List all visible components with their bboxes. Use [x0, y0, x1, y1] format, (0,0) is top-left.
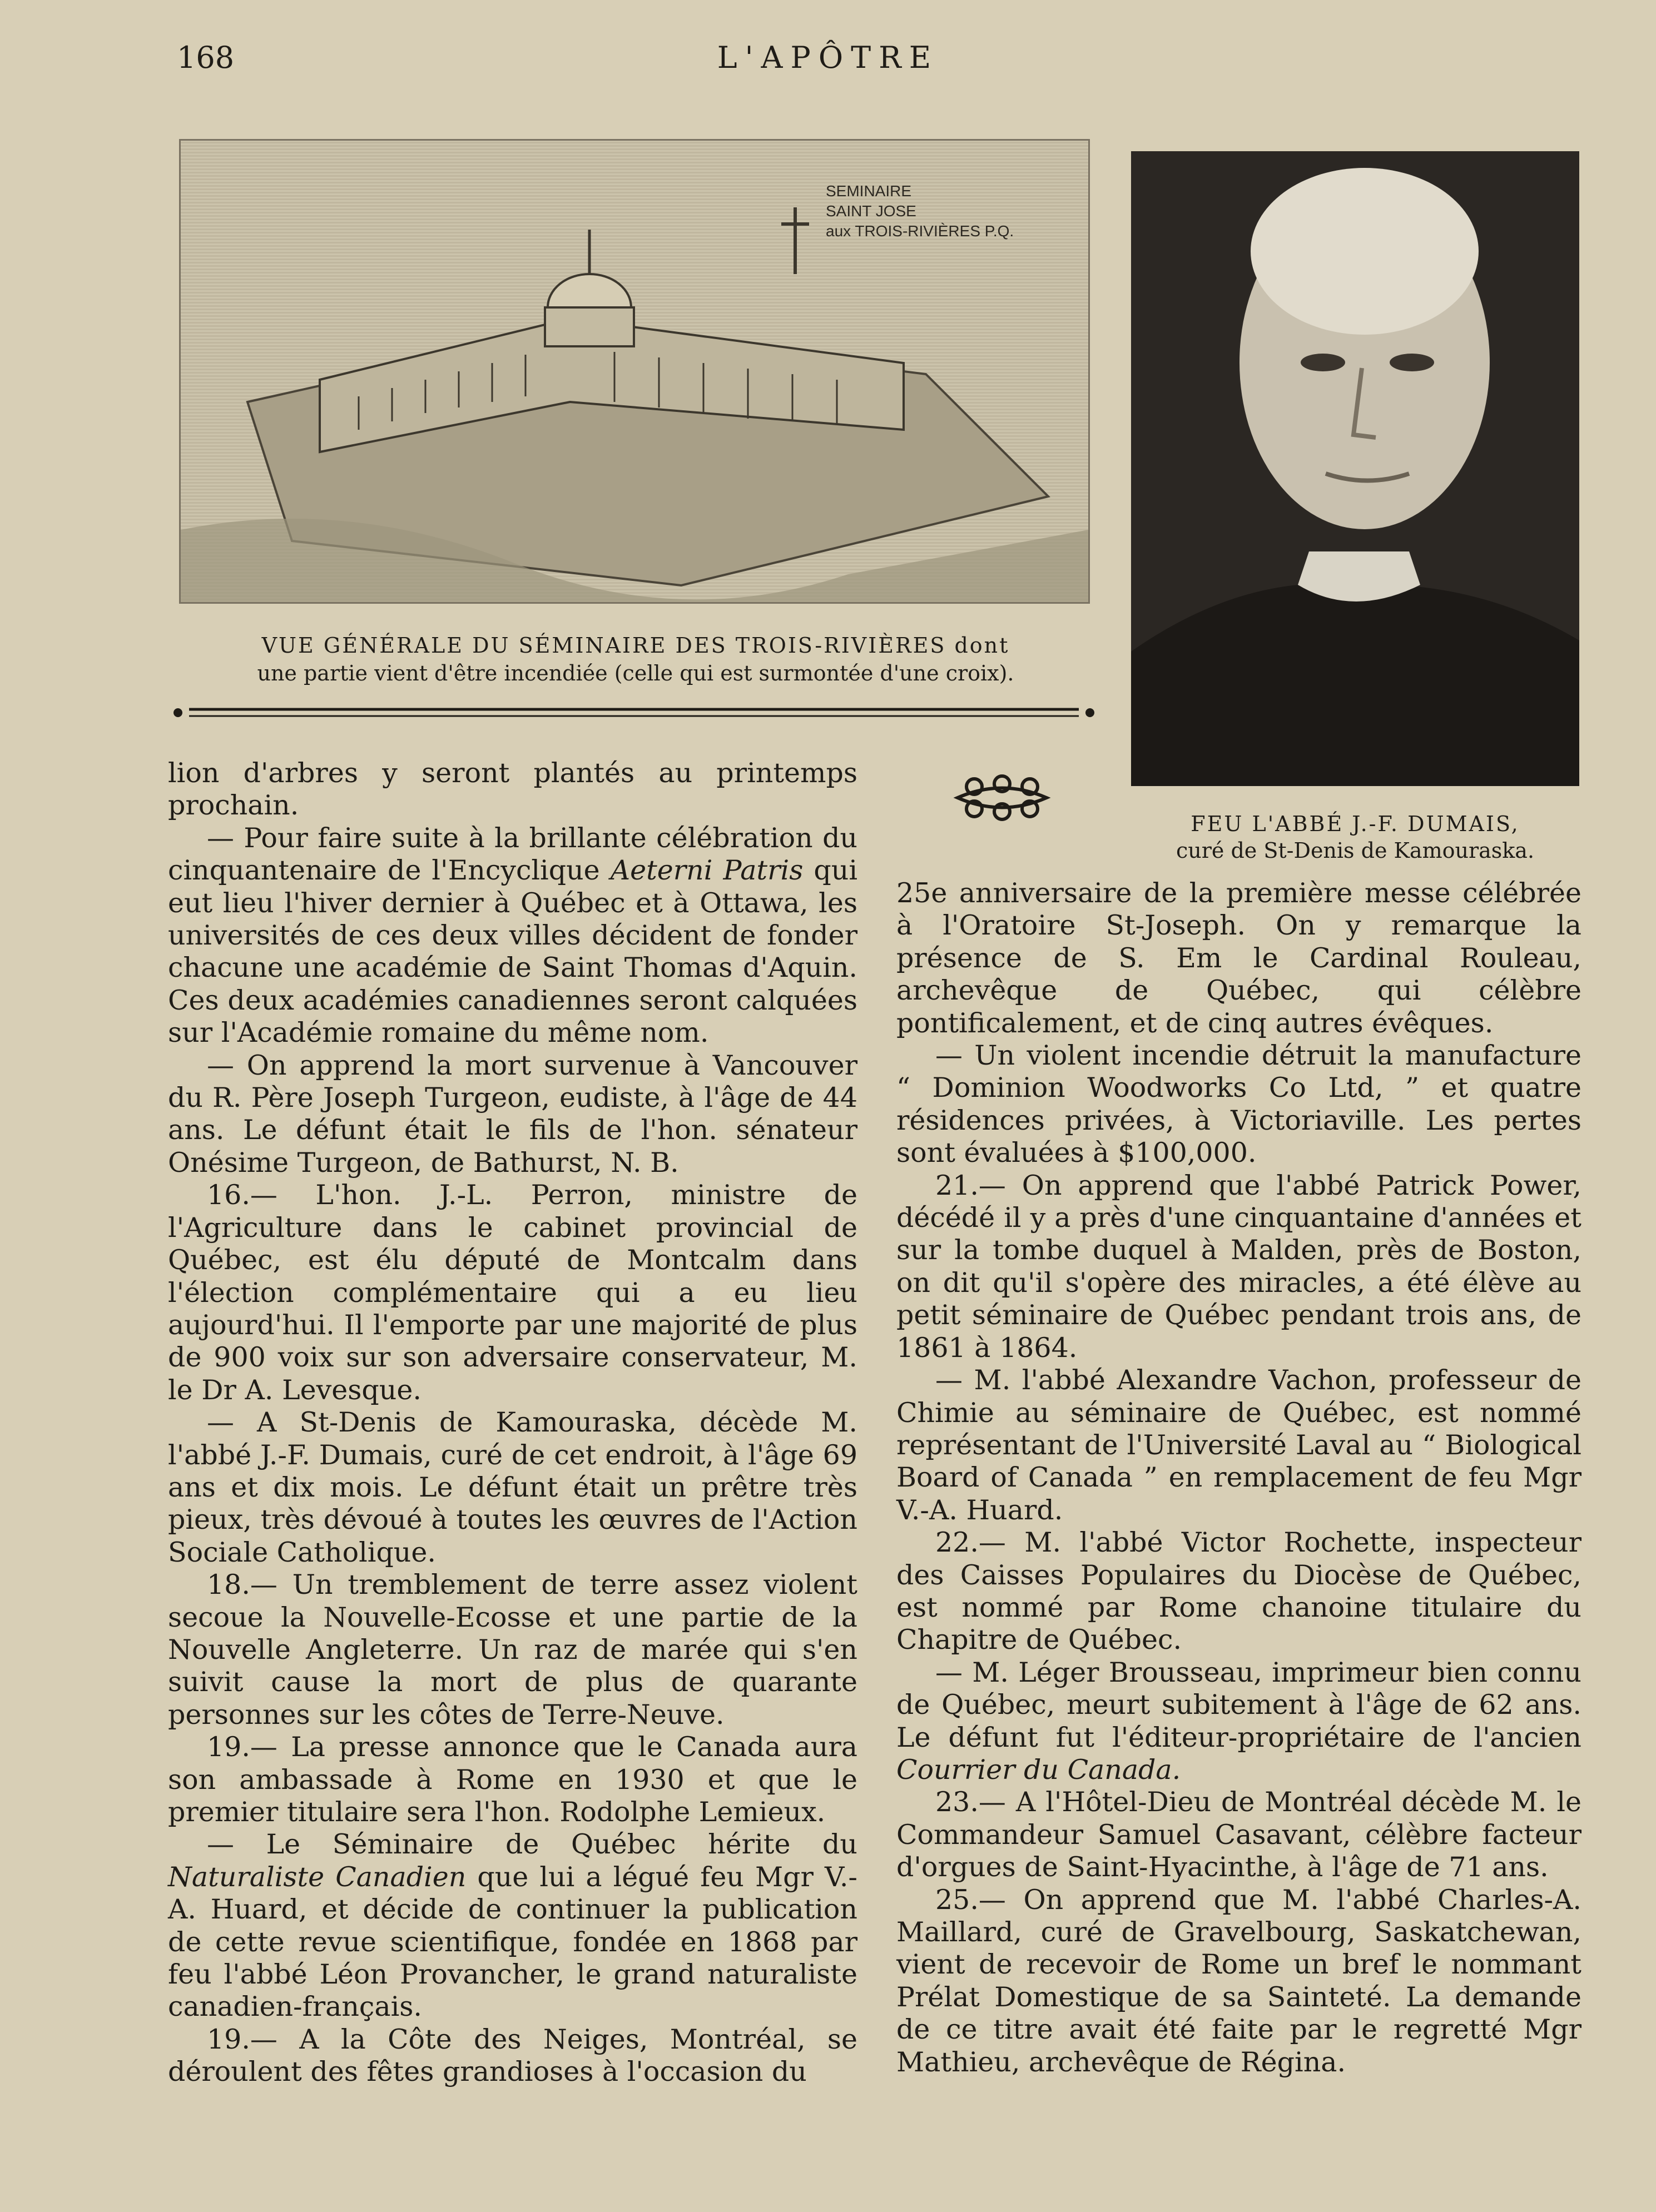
seminary-sign-line: aux TROIS-RIVIÈRES P.Q. [826, 222, 1014, 240]
paragraph: 19.— A la Côte des Neiges, Montréal, se déroulent des fêtes grandioses à l'occasion du [168, 2023, 857, 2088]
paragraph: 25.— On apprend que M. l'abbé Charles-A. Maillard, curé de Gravelbourg, Saskatchewan, vient de recevoir de Rome un bref le nommant Prélat Domestique de sa Sainteté. La demande de ce titre avait été faite par le regretté Mgr Mathieu, archevêque de Régina. [896, 1883, 1581, 2078]
seminary-sign-line: SEMINAIRE [826, 182, 912, 200]
paragraph: 19.— La presse annonce que le Canada aura son ambassade à Rome en 1930 et que le premier titulaire sera l'hon. Rodolphe Lemieux. [168, 1731, 857, 1828]
left-column [168, 757, 857, 2089]
seminary-caption [177, 632, 1094, 687]
running-title: L'APÔTRE [717, 40, 939, 75]
paragraph: — On apprend la mort survenue à Vancouver du R. Père Joseph Turgeon, eudiste, à l'âge de 44 ans. Le défunt était le fils de l'hon. sénateur Onésime Turgeon, de Bathurst, N. B. [168, 1049, 857, 1179]
paragraph: 22.— M. l'abbé Victor Rochette, inspecteur des Caisses Populaires du Diocèse de Québec, est nommé par Rome chanoine titulaire du Chapitre de Québec. [896, 1527, 1581, 1656]
paragraph: 16.— L'hon. J.-L. Perron, ministre de l'Agriculture dans le cabinet provincial de Québec, est élu député de Montcalm dans l'élection complémentaire qui a eu lieu aujourd'hui. Il l'emporte par une majorité de plus de 900 voix sur son adversaire conservateur, M. le Dr A. Levesque. [168, 1179, 857, 1406]
paragraph: 21.— On apprend que l'abbé Patrick Power, décédé il y a près d'une cinquantaine d'années et sur la tombe duquel à Malden, près de Boston, on dit qu'il s'opère des miracles, a été élève au petit séminaire de Québec pendant trois ans, de 1861 à 1864. [896, 1169, 1581, 1364]
paragraph: — Le Séminaire de Québec hérite du Naturaliste Canadien que lui a légué feu Mgr V.-A. Huard, et décide de continuer la publication de cette revue scientifique, fondée en 1868 par feu l'abbé Léon Provancher, le grand naturaliste canadien-français. [168, 1828, 857, 2023]
seminary-sign-line: SAINT JOSE [826, 202, 916, 220]
page-header [0, 40, 1656, 84]
seminary-caption-line2: une partie vient d'être incendiée (celle qui est surmontée d'une croix). [257, 661, 1014, 685]
paragraph: — A St-Denis de Kamouraska, décède M. l'abbé J.-F. Dumais, curé de cet endroit, à l'âge 69 ans et dix mois. Le défunt était un prêtre très pieux, très dévoué à toutes les œuvres de l'Action Sociale Catholique. [168, 1406, 857, 1568]
paragraph: lion d'arbres y seront plantés au printemps prochain. [168, 757, 857, 822]
paragraph: — Un violent incendie détruit la manufacture “ Dominion Woodworks Co Ltd, ” et quatre résidences privées, à Victoriaville. Les pertes sont évaluées à $100,000. [896, 1040, 1581, 1169]
paragraph: — Pour faire suite à la brillante célébration du cinquantenaire de l'Encyclique Aeterni Patris qui eut lieu l'hiver dernier à Québec et à Ottawa, les universités de ces deux villes décident de fonder chacune une académie de Saint Thomas d'Aquin. Ces deux académies canadiennes seront calquées sur l'Académie romaine du même nom. [168, 822, 857, 1049]
fleuron-ornament [952, 767, 1052, 828]
paragraph: 23.— A l'Hôtel-Dieu de Montréal décède M. le Commandeur Samuel Casavant, célèbre facteur d'orgues de Saint-Hyacinthe, à l'âge de 71 ans. [896, 1786, 1581, 1883]
ornamental-rule [167, 702, 1101, 724]
portrait-caption-name: FEU L'ABBÉ J.-F. DUMAIS, [1191, 812, 1520, 836]
right-column [896, 877, 1581, 2079]
portrait-caption [1131, 811, 1579, 864]
paragraph: — M. Léger Brousseau, imprimeur bien connu de Québec, meurt subitement à l'âge de 62 ans. Le défunt fut l'éditeur-propriétaire de l'ancien Courrier du Canada. [896, 1656, 1581, 1786]
seminary-caption-line1: VUE GÉNÉRALE DU SÉMINAIRE DES TROIS-RIVIÈRES dont [261, 633, 1010, 658]
paragraph: — M. l'abbé Alexandre Vachon, professeur de Chimie au séminaire de Québec, est nommé représentant de l'Université Laval au “ Biological Board of Canada ” en remplacement de feu Mgr V.-A. Huard. [896, 1364, 1581, 1526]
portrait-photo [1131, 151, 1579, 786]
seminary-photo [179, 139, 1090, 604]
page-number: 168 [177, 40, 235, 75]
portrait-illustration [1131, 151, 1579, 786]
paragraph: 25e anniversaire de la première messe célébrée à l'Oratoire St-Joseph. On y remarque la présence de S. Em le Cardinal Rouleau, archevêque de Québec, qui célèbre pontificalement, et de cinq autres évêques. [896, 877, 1581, 1039]
paragraph: 18.— Un tremblement de terre assez violent secoue la Nouvelle-Ecosse et une partie de la Nouvelle Angleterre. Un raz de marée qui s'en suivit cause la mort de plus de quarante personnes sur les côtes de Terre-Neuve. [168, 1569, 857, 1731]
seminary-illustration [181, 141, 1088, 602]
portrait-caption-role: curé de St-Denis de Kamouraska. [1176, 838, 1535, 863]
